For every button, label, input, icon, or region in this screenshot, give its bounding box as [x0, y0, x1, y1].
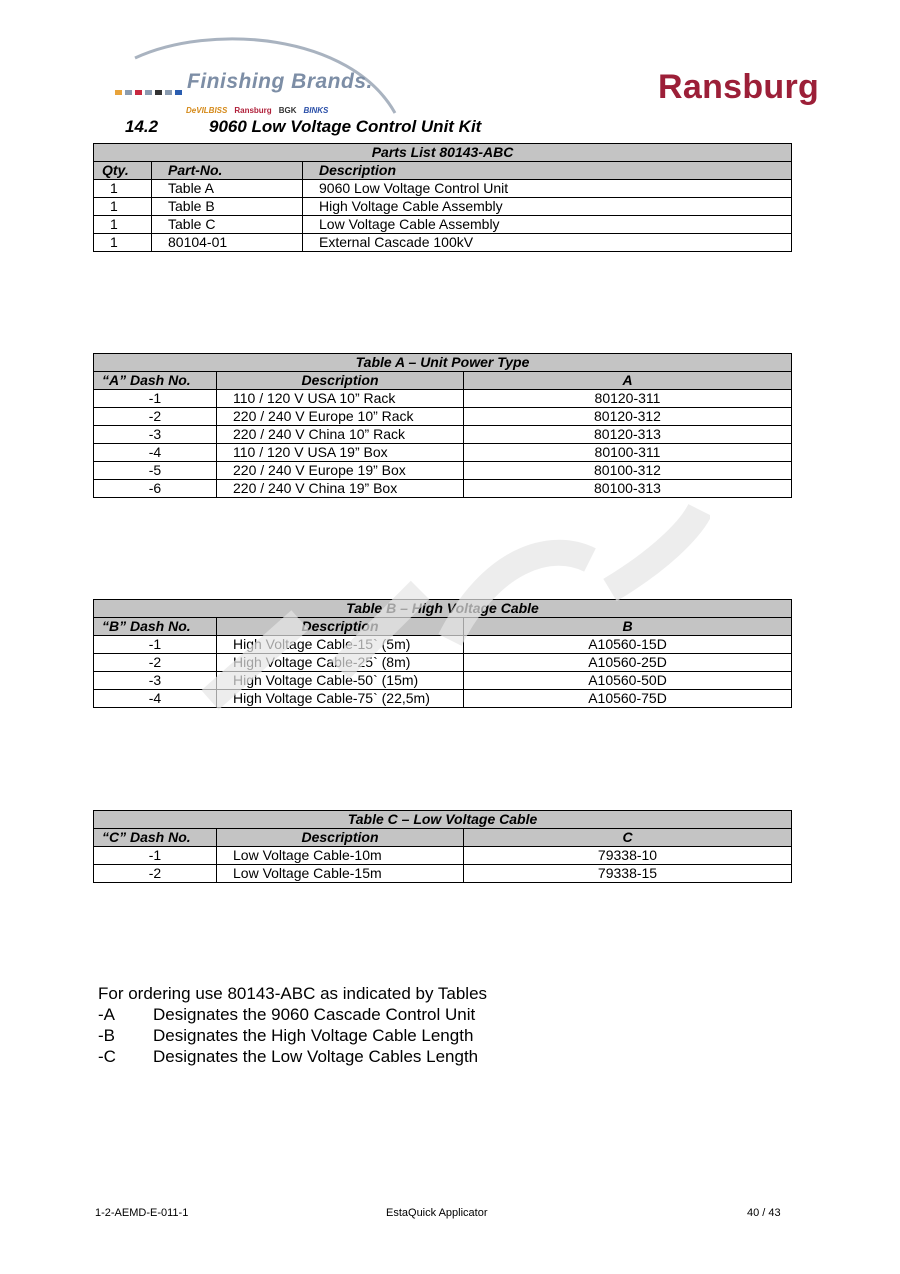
dash-no-cell: -2: [94, 408, 217, 426]
description-cell: Low Voltage Cable Assembly: [303, 216, 792, 234]
part-no-cell: 80120-312: [464, 408, 792, 426]
finishing-brands-logo: Finishing Brands.: [187, 70, 373, 93]
description-cell: External Cascade 100kV: [303, 234, 792, 252]
table-row: [94, 180, 792, 198]
column-header: B: [464, 618, 792, 636]
part-no-cell: 80120-311: [464, 390, 792, 408]
part-no-cell: A10560-75D: [464, 690, 792, 708]
part-no-cell: Table A: [152, 180, 303, 198]
table-row: [94, 654, 792, 672]
brand-ransburg: Ransburg: [234, 106, 272, 115]
notes-intro: For ordering use 80143-ABC as indicated by Tables: [98, 984, 488, 1003]
part-no-cell: 79338-15: [464, 865, 792, 883]
part-no-cell: 80100-311: [464, 444, 792, 462]
table-row: [94, 480, 792, 498]
qty-cell: 1: [94, 198, 152, 216]
note-code: -B: [98, 1026, 115, 1045]
description-cell: High Voltage Cable-50` (15m): [217, 672, 464, 690]
column-header: “A” Dash No.: [94, 372, 217, 390]
table-row: [94, 636, 792, 654]
table-row: [94, 672, 792, 690]
dash-no-cell: -2: [94, 865, 217, 883]
dash-no-cell: -5: [94, 462, 217, 480]
description-cell: 110 / 120 V USA 19” Box: [217, 444, 464, 462]
table-row: [94, 444, 792, 462]
description-cell: 9060 Low Voltage Control Unit: [303, 180, 792, 198]
description-cell: High Voltage Cable Assembly: [303, 198, 792, 216]
ordering-notes: [98, 983, 487, 1067]
qty-cell: 1: [94, 234, 152, 252]
note-item: [98, 1025, 487, 1046]
footer-page-number: 40 / 43: [747, 1207, 781, 1219]
section-title: 9060 Low Voltage Control Unit Kit: [209, 117, 482, 136]
part-no-cell: A10560-50D: [464, 672, 792, 690]
column-header: Qty.: [94, 162, 152, 180]
table-row: [94, 234, 792, 252]
part-no-cell: 80120-313: [464, 426, 792, 444]
column-header: Description: [217, 372, 464, 390]
part-no-cell: A10560-25D: [464, 654, 792, 672]
table-b: [93, 599, 792, 708]
table-row: [94, 847, 792, 865]
description-cell: 220 / 240 V Europe 10” Rack: [217, 408, 464, 426]
dash-no-cell: -4: [94, 444, 217, 462]
description-cell: High Voltage Cable-25` (8m): [217, 654, 464, 672]
note-text: Designates the High Voltage Cable Length: [153, 1026, 474, 1045]
dash-no-cell: -3: [94, 672, 217, 690]
column-header: “C” Dash No.: [94, 829, 217, 847]
parts-list-title: Parts List 80143-ABC: [94, 144, 792, 162]
column-header: Description: [217, 618, 464, 636]
table-row: [94, 690, 792, 708]
brand-bgk: BGK: [278, 106, 297, 115]
column-header: Description: [217, 829, 464, 847]
ransburg-logo: Ransburg: [658, 68, 820, 106]
brand-binks: BINKS: [303, 106, 329, 115]
qty-cell: 1: [94, 216, 152, 234]
dash-no-cell: -1: [94, 390, 217, 408]
column-header: Description: [303, 162, 792, 180]
part-no-cell: 80104-01: [152, 234, 303, 252]
note-item: [98, 1046, 487, 1067]
note-text: Designates the 9060 Cascade Control Unit: [153, 1005, 476, 1024]
description-cell: Low Voltage Cable-10m: [217, 847, 464, 865]
table-c: [93, 810, 792, 883]
description-cell: High Voltage Cable-15` (5m): [217, 636, 464, 654]
table-c-title: Table C – Low Voltage Cable: [94, 811, 792, 829]
table-a: [93, 353, 792, 498]
column-header: “B” Dash No.: [94, 618, 217, 636]
note-code: -A: [98, 1005, 115, 1024]
table-row: [94, 198, 792, 216]
part-no-cell: Table B: [152, 198, 303, 216]
note-code: -C: [98, 1047, 116, 1066]
dash-no-cell: -6: [94, 480, 217, 498]
section-heading: [125, 117, 481, 137]
dash-no-cell: -3: [94, 426, 217, 444]
parts-list-table: [93, 143, 792, 252]
brand-devilbiss: DeVILBISS: [186, 106, 228, 115]
page-header: [0, 0, 900, 140]
note-text: Designates the Low Voltage Cables Length: [153, 1047, 479, 1066]
footer-doc-id: 1-2-AEMD-E-011-1: [95, 1207, 189, 1219]
column-header: C: [464, 829, 792, 847]
table-row: [94, 408, 792, 426]
part-no-cell: 80100-312: [464, 462, 792, 480]
dash-no-cell: -1: [94, 847, 217, 865]
table-row: [94, 865, 792, 883]
table-row: [94, 426, 792, 444]
description-cell: 110 / 120 V USA 10” Rack: [217, 390, 464, 408]
part-no-cell: A10560-15D: [464, 636, 792, 654]
dash-no-cell: -4: [94, 690, 217, 708]
section-number: 14.2: [125, 117, 159, 136]
dash-no-cell: -1: [94, 636, 217, 654]
brand-list: [186, 106, 328, 115]
qty-cell: 1: [94, 180, 152, 198]
description-cell: 220 / 240 V Europe 19” Box: [217, 462, 464, 480]
dash-no-cell: -2: [94, 654, 217, 672]
part-no-cell: 79338-10: [464, 847, 792, 865]
footer-product: EstaQuick Applicator: [386, 1207, 488, 1219]
column-header: Part-No.: [152, 162, 303, 180]
description-cell: Low Voltage Cable-15m: [217, 865, 464, 883]
table-a-title: Table A – Unit Power Type: [94, 354, 792, 372]
part-no-cell: Table C: [152, 216, 303, 234]
table-row: [94, 390, 792, 408]
part-no-cell: 80100-313: [464, 480, 792, 498]
column-header: A: [464, 372, 792, 390]
description-cell: 220 / 240 V China 10” Rack: [217, 426, 464, 444]
table-row: [94, 462, 792, 480]
note-item: [98, 1004, 487, 1025]
description-cell: High Voltage Cable-75` (22,5m): [217, 690, 464, 708]
logo-dots-icon: [115, 90, 182, 95]
table-b-title: Table B – High Voltage Cable: [94, 600, 792, 618]
table-row: [94, 216, 792, 234]
description-cell: 220 / 240 V China 19” Box: [217, 480, 464, 498]
